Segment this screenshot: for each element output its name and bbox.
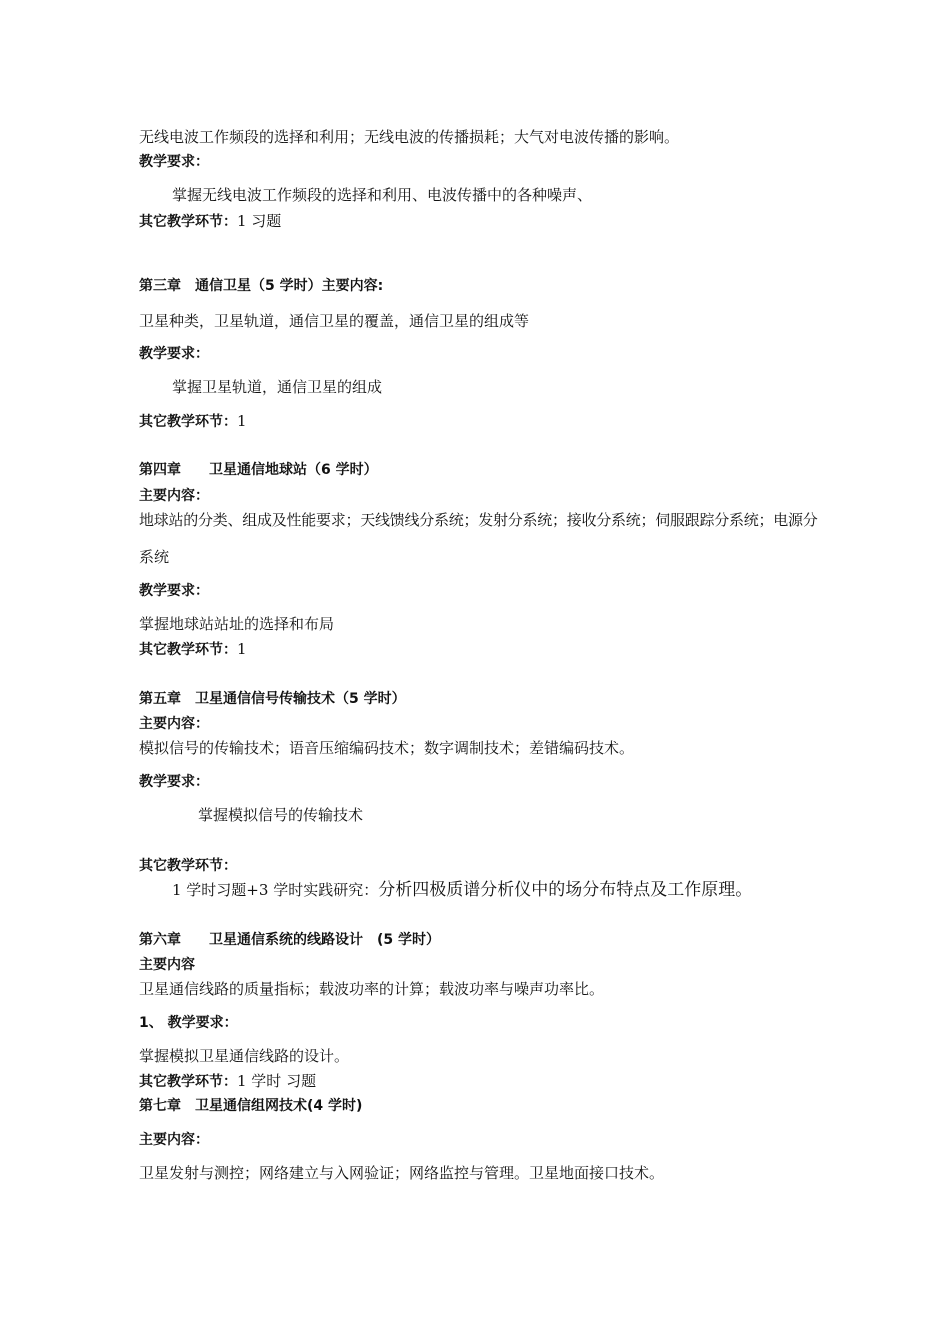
text-part: 分析四极质谱分析仪中的场分布特点及工作原理。	[378, 880, 753, 900]
label: 其它教学环节：	[139, 1074, 237, 1090]
value: 1	[237, 412, 247, 430]
text-line: 掌握模拟信号的传输技术	[198, 806, 364, 824]
text-line: 掌握无线电波工作频段的选择和利用、电波传播中的各种噪声、	[172, 186, 593, 204]
text-line: 卫星通信线路的质量指标；载波功率的计算；载波功率与噪声功率比。	[139, 980, 605, 998]
text-line: 掌握地球站站址的选择和布局	[139, 615, 335, 633]
text-line: 卫星发射与测控；网络建立与入网验证；网络监控与管理。卫星地面接口技术。	[139, 1164, 665, 1182]
text-line: 系统	[139, 548, 170, 566]
chapter-heading: 第五章 卫星通信信号传输技术（5 学时）	[139, 691, 406, 707]
section-heading: 主要内容：	[139, 1132, 209, 1148]
text-line: 掌握模拟卫星通信线路的设计。	[139, 1047, 350, 1065]
value: 1 习题	[237, 212, 282, 230]
value: 1 学时 习题	[237, 1072, 317, 1090]
text-line	[172, 880, 752, 900]
text-line: 掌握卫星轨道，通信卫星的组成	[172, 378, 383, 396]
text-line: 无线电波工作频段的选择和利用；无线电波的传播损耗；大气对电波传播的影响。	[139, 128, 680, 146]
label: 其它教学环节：	[139, 414, 237, 430]
section-heading: 教学要求：	[139, 583, 209, 599]
chapter-heading: 第三章 通信卫星（5 学时）主要内容:	[139, 278, 384, 294]
text-line: 模拟信号的传输技术；语音压缩编码技术；数字调制技术；差错编码技术。	[139, 739, 635, 757]
section-heading	[139, 411, 247, 432]
section-heading	[139, 639, 247, 660]
chapter-heading: 第六章 卫星通信系统的线路设计 (5 学时）	[139, 932, 441, 948]
value: 1	[237, 640, 247, 658]
section-heading: 教学要求：	[139, 774, 209, 790]
section-heading: 1、 教学要求：	[139, 1015, 238, 1031]
chapter-heading: 第四章 卫星通信地球站（6 学时）	[139, 462, 378, 478]
section-heading	[139, 1071, 316, 1092]
section-heading: 教学要求：	[139, 346, 209, 362]
chapter-heading: 第七章 卫星通信组网技术(4 学时)	[139, 1098, 363, 1114]
section-heading: 其它教学环节：	[139, 858, 237, 874]
section-heading: 主要内容：	[139, 716, 209, 732]
section-heading	[139, 211, 281, 232]
section-heading: 主要内容	[139, 957, 195, 973]
text-part: 1 学时习题+3 学时实践研究：	[172, 881, 379, 899]
text-line: 地球站的分类、组成及性能要求；天线馈线分系统；发射分系统；接收分系统；伺服跟踪分系统；电源分	[139, 511, 818, 529]
text-line: 卫星种类，卫星轨道，通信卫星的覆盖，通信卫星的组成等	[139, 312, 530, 330]
label: 其它教学环节：	[139, 214, 237, 230]
label: 其它教学环节：	[139, 642, 237, 658]
section-heading: 主要内容：	[139, 488, 209, 504]
section-heading: 教学要求：	[139, 154, 209, 170]
